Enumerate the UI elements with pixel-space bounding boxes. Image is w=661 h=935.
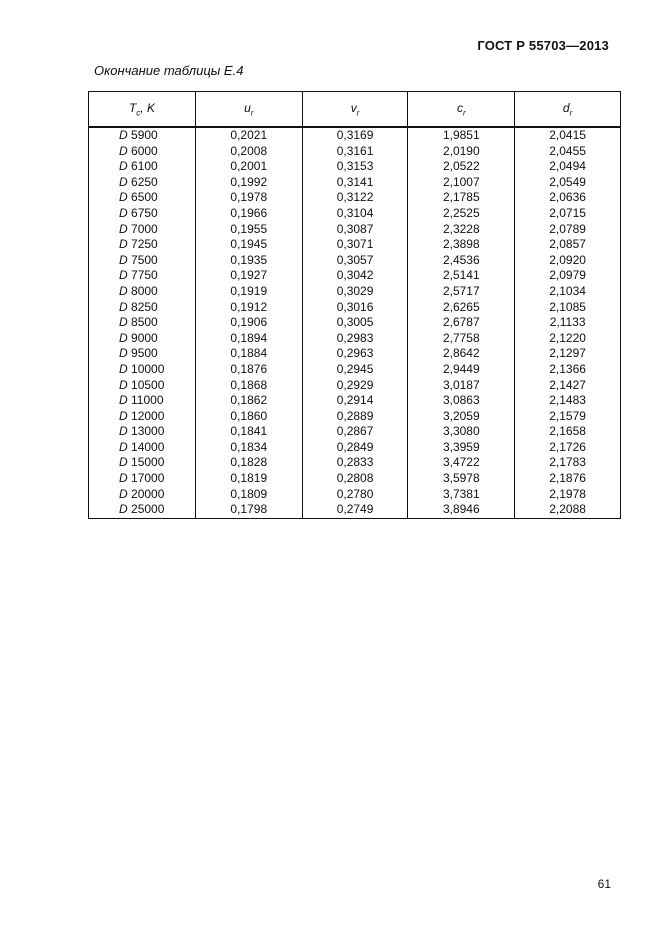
cell-ur: 0,1906 bbox=[195, 315, 302, 331]
cell-ur: 0,1912 bbox=[195, 300, 302, 316]
illuminant-prefix: D bbox=[119, 424, 128, 439]
illuminant-prefix: D bbox=[119, 159, 128, 174]
illuminant-prefix: D bbox=[119, 128, 128, 142]
temperature-value: 7750 bbox=[131, 268, 158, 283]
cell-cr: 2,9449 bbox=[408, 362, 515, 378]
cell-cr: 2,3228 bbox=[408, 222, 515, 238]
table-row bbox=[89, 346, 621, 362]
table-body bbox=[89, 127, 621, 518]
temperature-value: 17000 bbox=[131, 471, 165, 486]
table-row bbox=[89, 175, 621, 191]
illuminant-prefix: D bbox=[119, 486, 128, 501]
cell-ur: 0,1935 bbox=[195, 253, 302, 269]
illuminant-prefix: D bbox=[119, 299, 128, 314]
cell-vr: 0,2914 bbox=[302, 393, 408, 409]
cell-vr: 0,3153 bbox=[302, 159, 408, 175]
table-row bbox=[89, 159, 621, 175]
cell-dr: 2,0415 bbox=[515, 127, 621, 144]
temperature-value: 8250 bbox=[131, 299, 158, 314]
cell-dr: 2,1133 bbox=[515, 315, 621, 331]
header-dr: $d_r$ bbox=[515, 92, 621, 128]
temperature-value: 11000 bbox=[131, 393, 164, 408]
cell-dr: 2,1579 bbox=[515, 409, 621, 425]
illuminant-prefix: D bbox=[119, 174, 128, 189]
temperature-value: 8000 bbox=[131, 283, 158, 298]
cell-vr: 0,3122 bbox=[302, 190, 408, 206]
cell-vr: 0,2833 bbox=[302, 455, 408, 471]
temperature-value: 20000 bbox=[131, 486, 165, 501]
temperature-value: 7000 bbox=[131, 221, 158, 236]
table-row bbox=[89, 222, 621, 238]
cell-temperature bbox=[89, 253, 196, 269]
temperature-value: 6750 bbox=[131, 205, 158, 220]
illuminant-prefix: D bbox=[119, 205, 128, 220]
illuminant-prefix: D bbox=[119, 283, 128, 298]
table-row bbox=[89, 253, 621, 269]
cell-vr: 0,2983 bbox=[302, 331, 408, 347]
illuminant-prefix: D bbox=[119, 252, 128, 267]
temperature-value: 8500 bbox=[131, 315, 158, 330]
cell-dr: 2,1366 bbox=[515, 362, 621, 378]
illuminant-prefix: D bbox=[119, 143, 128, 158]
table-row bbox=[89, 378, 621, 394]
cell-ur: 0,1927 bbox=[195, 268, 302, 284]
table-caption: Окончание таблицы Е.4 bbox=[94, 63, 244, 78]
cell-dr: 2,0455 bbox=[515, 144, 621, 160]
cell-cr: 2,7758 bbox=[408, 331, 515, 347]
cell-ur: 0,1819 bbox=[195, 471, 302, 487]
temperature-value: 25000 bbox=[131, 502, 165, 517]
cell-temperature bbox=[89, 222, 196, 238]
cell-dr: 2,1658 bbox=[515, 424, 621, 440]
cell-temperature bbox=[89, 424, 196, 440]
cell-temperature bbox=[89, 144, 196, 160]
cell-temperature bbox=[89, 409, 196, 425]
cell-ur: 0,2008 bbox=[195, 144, 302, 160]
cell-cr: 2,3898 bbox=[408, 237, 515, 253]
cell-ur: 0,1945 bbox=[195, 237, 302, 253]
cell-ur: 0,1809 bbox=[195, 487, 302, 503]
temperature-value: 9000 bbox=[131, 330, 158, 345]
temperature-value: 7250 bbox=[131, 237, 158, 252]
cell-ur: 0,2021 bbox=[195, 127, 302, 144]
cell-temperature bbox=[89, 393, 196, 409]
cell-temperature bbox=[89, 300, 196, 316]
cell-temperature bbox=[89, 159, 196, 175]
cell-vr: 0,2945 bbox=[302, 362, 408, 378]
temperature-value: 7500 bbox=[131, 252, 158, 267]
cell-vr: 0,3141 bbox=[302, 175, 408, 191]
illuminant-prefix: D bbox=[119, 315, 128, 330]
illuminant-prefix: D bbox=[119, 268, 128, 283]
cell-vr: 0,2780 bbox=[302, 487, 408, 503]
cell-dr: 2,1783 bbox=[515, 455, 621, 471]
cell-ur: 0,1966 bbox=[195, 206, 302, 222]
table-row bbox=[89, 284, 621, 300]
cell-dr: 2,1978 bbox=[515, 487, 621, 503]
temperature-value: 6500 bbox=[131, 190, 158, 205]
temperature-value: 9500 bbox=[131, 346, 158, 361]
table-row bbox=[89, 393, 621, 409]
table-row bbox=[89, 300, 621, 316]
cell-ur: 0,1862 bbox=[195, 393, 302, 409]
cell-cr: 2,6787 bbox=[408, 315, 515, 331]
cell-vr: 0,2963 bbox=[302, 346, 408, 362]
header-ur: $u_r$ bbox=[195, 92, 302, 128]
cell-temperature bbox=[89, 471, 196, 487]
cell-vr: 0,3087 bbox=[302, 222, 408, 238]
cell-dr: 2,1876 bbox=[515, 471, 621, 487]
illuminant-prefix: D bbox=[119, 237, 128, 252]
cell-cr: 2,5717 bbox=[408, 284, 515, 300]
cell-cr: 3,5978 bbox=[408, 471, 515, 487]
cell-dr: 2,0549 bbox=[515, 175, 621, 191]
temperature-value: 10500 bbox=[131, 377, 165, 392]
cell-ur: 0,1919 bbox=[195, 284, 302, 300]
cell-temperature bbox=[89, 175, 196, 191]
cell-dr: 2,1427 bbox=[515, 378, 621, 394]
table-row bbox=[89, 331, 621, 347]
cell-dr: 2,0715 bbox=[515, 206, 621, 222]
cell-vr: 0,3161 bbox=[302, 144, 408, 160]
cell-cr: 3,4722 bbox=[408, 455, 515, 471]
cell-dr: 2,1297 bbox=[515, 346, 621, 362]
temperature-value: 5900 bbox=[131, 128, 158, 142]
cell-vr: 0,2749 bbox=[302, 502, 408, 518]
table-row bbox=[89, 455, 621, 471]
cell-dr: 2,1483 bbox=[515, 393, 621, 409]
illuminant-prefix: D bbox=[119, 408, 128, 423]
cell-vr: 0,3071 bbox=[302, 237, 408, 253]
cell-ur: 0,1955 bbox=[195, 222, 302, 238]
table-row bbox=[89, 440, 621, 456]
cell-dr: 2,1034 bbox=[515, 284, 621, 300]
cell-cr: 3,0863 bbox=[408, 393, 515, 409]
temperature-value: 10000 bbox=[131, 361, 165, 376]
cell-temperature bbox=[89, 206, 196, 222]
cell-cr: 1,9851 bbox=[408, 127, 515, 144]
illuminant-prefix: D bbox=[119, 455, 128, 470]
cell-cr: 2,5141 bbox=[408, 268, 515, 284]
document-header: ГОСТ Р 55703—2013 bbox=[477, 38, 609, 53]
cell-vr: 0,2889 bbox=[302, 409, 408, 425]
cell-cr: 2,8642 bbox=[408, 346, 515, 362]
table-row bbox=[89, 362, 621, 378]
table-row bbox=[89, 190, 621, 206]
table-row bbox=[89, 237, 621, 253]
cell-cr: 2,6265 bbox=[408, 300, 515, 316]
cell-vr: 0,3016 bbox=[302, 300, 408, 316]
cell-dr: 2,0857 bbox=[515, 237, 621, 253]
cell-temperature bbox=[89, 331, 196, 347]
header-vr: $v_r$ bbox=[302, 92, 408, 128]
illuminant-prefix: D bbox=[119, 361, 128, 376]
temperature-value: 6000 bbox=[131, 143, 158, 158]
cell-ur: 0,1876 bbox=[195, 362, 302, 378]
cell-temperature bbox=[89, 362, 196, 378]
cell-temperature bbox=[89, 378, 196, 394]
cell-temperature bbox=[89, 268, 196, 284]
table-row bbox=[89, 487, 621, 503]
cell-temperature bbox=[89, 284, 196, 300]
header-cr: $c_r$ bbox=[408, 92, 515, 128]
cell-dr: 2,0636 bbox=[515, 190, 621, 206]
cell-ur: 0,1841 bbox=[195, 424, 302, 440]
illuminant-prefix: D bbox=[119, 346, 128, 361]
cell-temperature bbox=[89, 440, 196, 456]
temperature-value: 15000 bbox=[131, 455, 165, 470]
cell-vr: 0,3104 bbox=[302, 206, 408, 222]
cell-vr: 0,3029 bbox=[302, 284, 408, 300]
temperature-value: 14000 bbox=[131, 439, 165, 454]
cell-vr: 0,3057 bbox=[302, 253, 408, 269]
illuminant-prefix: D bbox=[119, 190, 128, 205]
cell-dr: 2,0920 bbox=[515, 253, 621, 269]
cell-cr: 2,2525 bbox=[408, 206, 515, 222]
cell-vr: 0,3005 bbox=[302, 315, 408, 331]
table-row bbox=[89, 268, 621, 284]
illuminant-prefix: D bbox=[119, 502, 128, 517]
illuminant-prefix: D bbox=[119, 471, 128, 486]
header-tc: $T_c$, K bbox=[89, 92, 196, 128]
cell-ur: 0,1868 bbox=[195, 378, 302, 394]
cell-cr: 2,0190 bbox=[408, 144, 515, 160]
cell-dr: 2,1726 bbox=[515, 440, 621, 456]
illuminant-prefix: D bbox=[119, 439, 128, 454]
cell-temperature bbox=[89, 237, 196, 253]
cell-dr: 2,2088 bbox=[515, 502, 621, 518]
cell-temperature bbox=[89, 190, 196, 206]
cell-dr: 2,1085 bbox=[515, 300, 621, 316]
cell-ur: 0,1978 bbox=[195, 190, 302, 206]
cell-cr: 3,8946 bbox=[408, 502, 515, 518]
cell-vr: 0,3169 bbox=[302, 127, 408, 144]
cell-ur: 0,1884 bbox=[195, 346, 302, 362]
cell-ur: 0,1992 bbox=[195, 175, 302, 191]
cell-ur: 0,1828 bbox=[195, 455, 302, 471]
table-row bbox=[89, 471, 621, 487]
cell-dr: 2,0494 bbox=[515, 159, 621, 175]
table-row bbox=[89, 409, 621, 425]
illuminant-prefix: D bbox=[119, 221, 128, 236]
cell-cr: 3,3080 bbox=[408, 424, 515, 440]
cell-temperature bbox=[89, 346, 196, 362]
table-row bbox=[89, 144, 621, 160]
table-row bbox=[89, 315, 621, 331]
cell-temperature bbox=[89, 127, 196, 144]
cell-ur: 0,1860 bbox=[195, 409, 302, 425]
cell-dr: 2,0979 bbox=[515, 268, 621, 284]
cell-cr: 2,4536 bbox=[408, 253, 515, 269]
cell-ur: 0,1834 bbox=[195, 440, 302, 456]
table-row bbox=[89, 127, 621, 144]
temperature-value: 13000 bbox=[131, 424, 165, 439]
temperature-value: 6250 bbox=[131, 174, 158, 189]
cell-temperature bbox=[89, 502, 196, 518]
cell-ur: 0,2001 bbox=[195, 159, 302, 175]
cell-vr: 0,3042 bbox=[302, 268, 408, 284]
table-row bbox=[89, 206, 621, 222]
cell-cr: 3,7381 bbox=[408, 487, 515, 503]
cell-vr: 0,2808 bbox=[302, 471, 408, 487]
table-header-row bbox=[89, 92, 621, 128]
illuminant-prefix: D bbox=[119, 393, 128, 408]
cell-cr: 2,0522 bbox=[408, 159, 515, 175]
illuminant-prefix: D bbox=[119, 330, 128, 345]
cell-ur: 0,1798 bbox=[195, 502, 302, 518]
table-row bbox=[89, 502, 621, 518]
cell-cr: 2,1785 bbox=[408, 190, 515, 206]
cell-cr: 3,0187 bbox=[408, 378, 515, 394]
cell-dr: 2,0789 bbox=[515, 222, 621, 238]
cell-ur: 0,1894 bbox=[195, 331, 302, 347]
cell-cr: 3,3959 bbox=[408, 440, 515, 456]
cell-temperature bbox=[89, 487, 196, 503]
cell-cr: 2,1007 bbox=[408, 175, 515, 191]
illuminant-prefix: D bbox=[119, 377, 128, 392]
page-number: 61 bbox=[597, 877, 611, 891]
cell-vr: 0,2929 bbox=[302, 378, 408, 394]
cell-vr: 0,2867 bbox=[302, 424, 408, 440]
temperature-value: 12000 bbox=[131, 408, 165, 423]
cell-dr: 2,1220 bbox=[515, 331, 621, 347]
table-row bbox=[89, 424, 621, 440]
cell-vr: 0,2849 bbox=[302, 440, 408, 456]
temperature-value: 6100 bbox=[131, 159, 158, 174]
illuminant-table bbox=[88, 91, 621, 519]
cell-temperature bbox=[89, 315, 196, 331]
cell-temperature bbox=[89, 455, 196, 471]
cell-cr: 3,2059 bbox=[408, 409, 515, 425]
